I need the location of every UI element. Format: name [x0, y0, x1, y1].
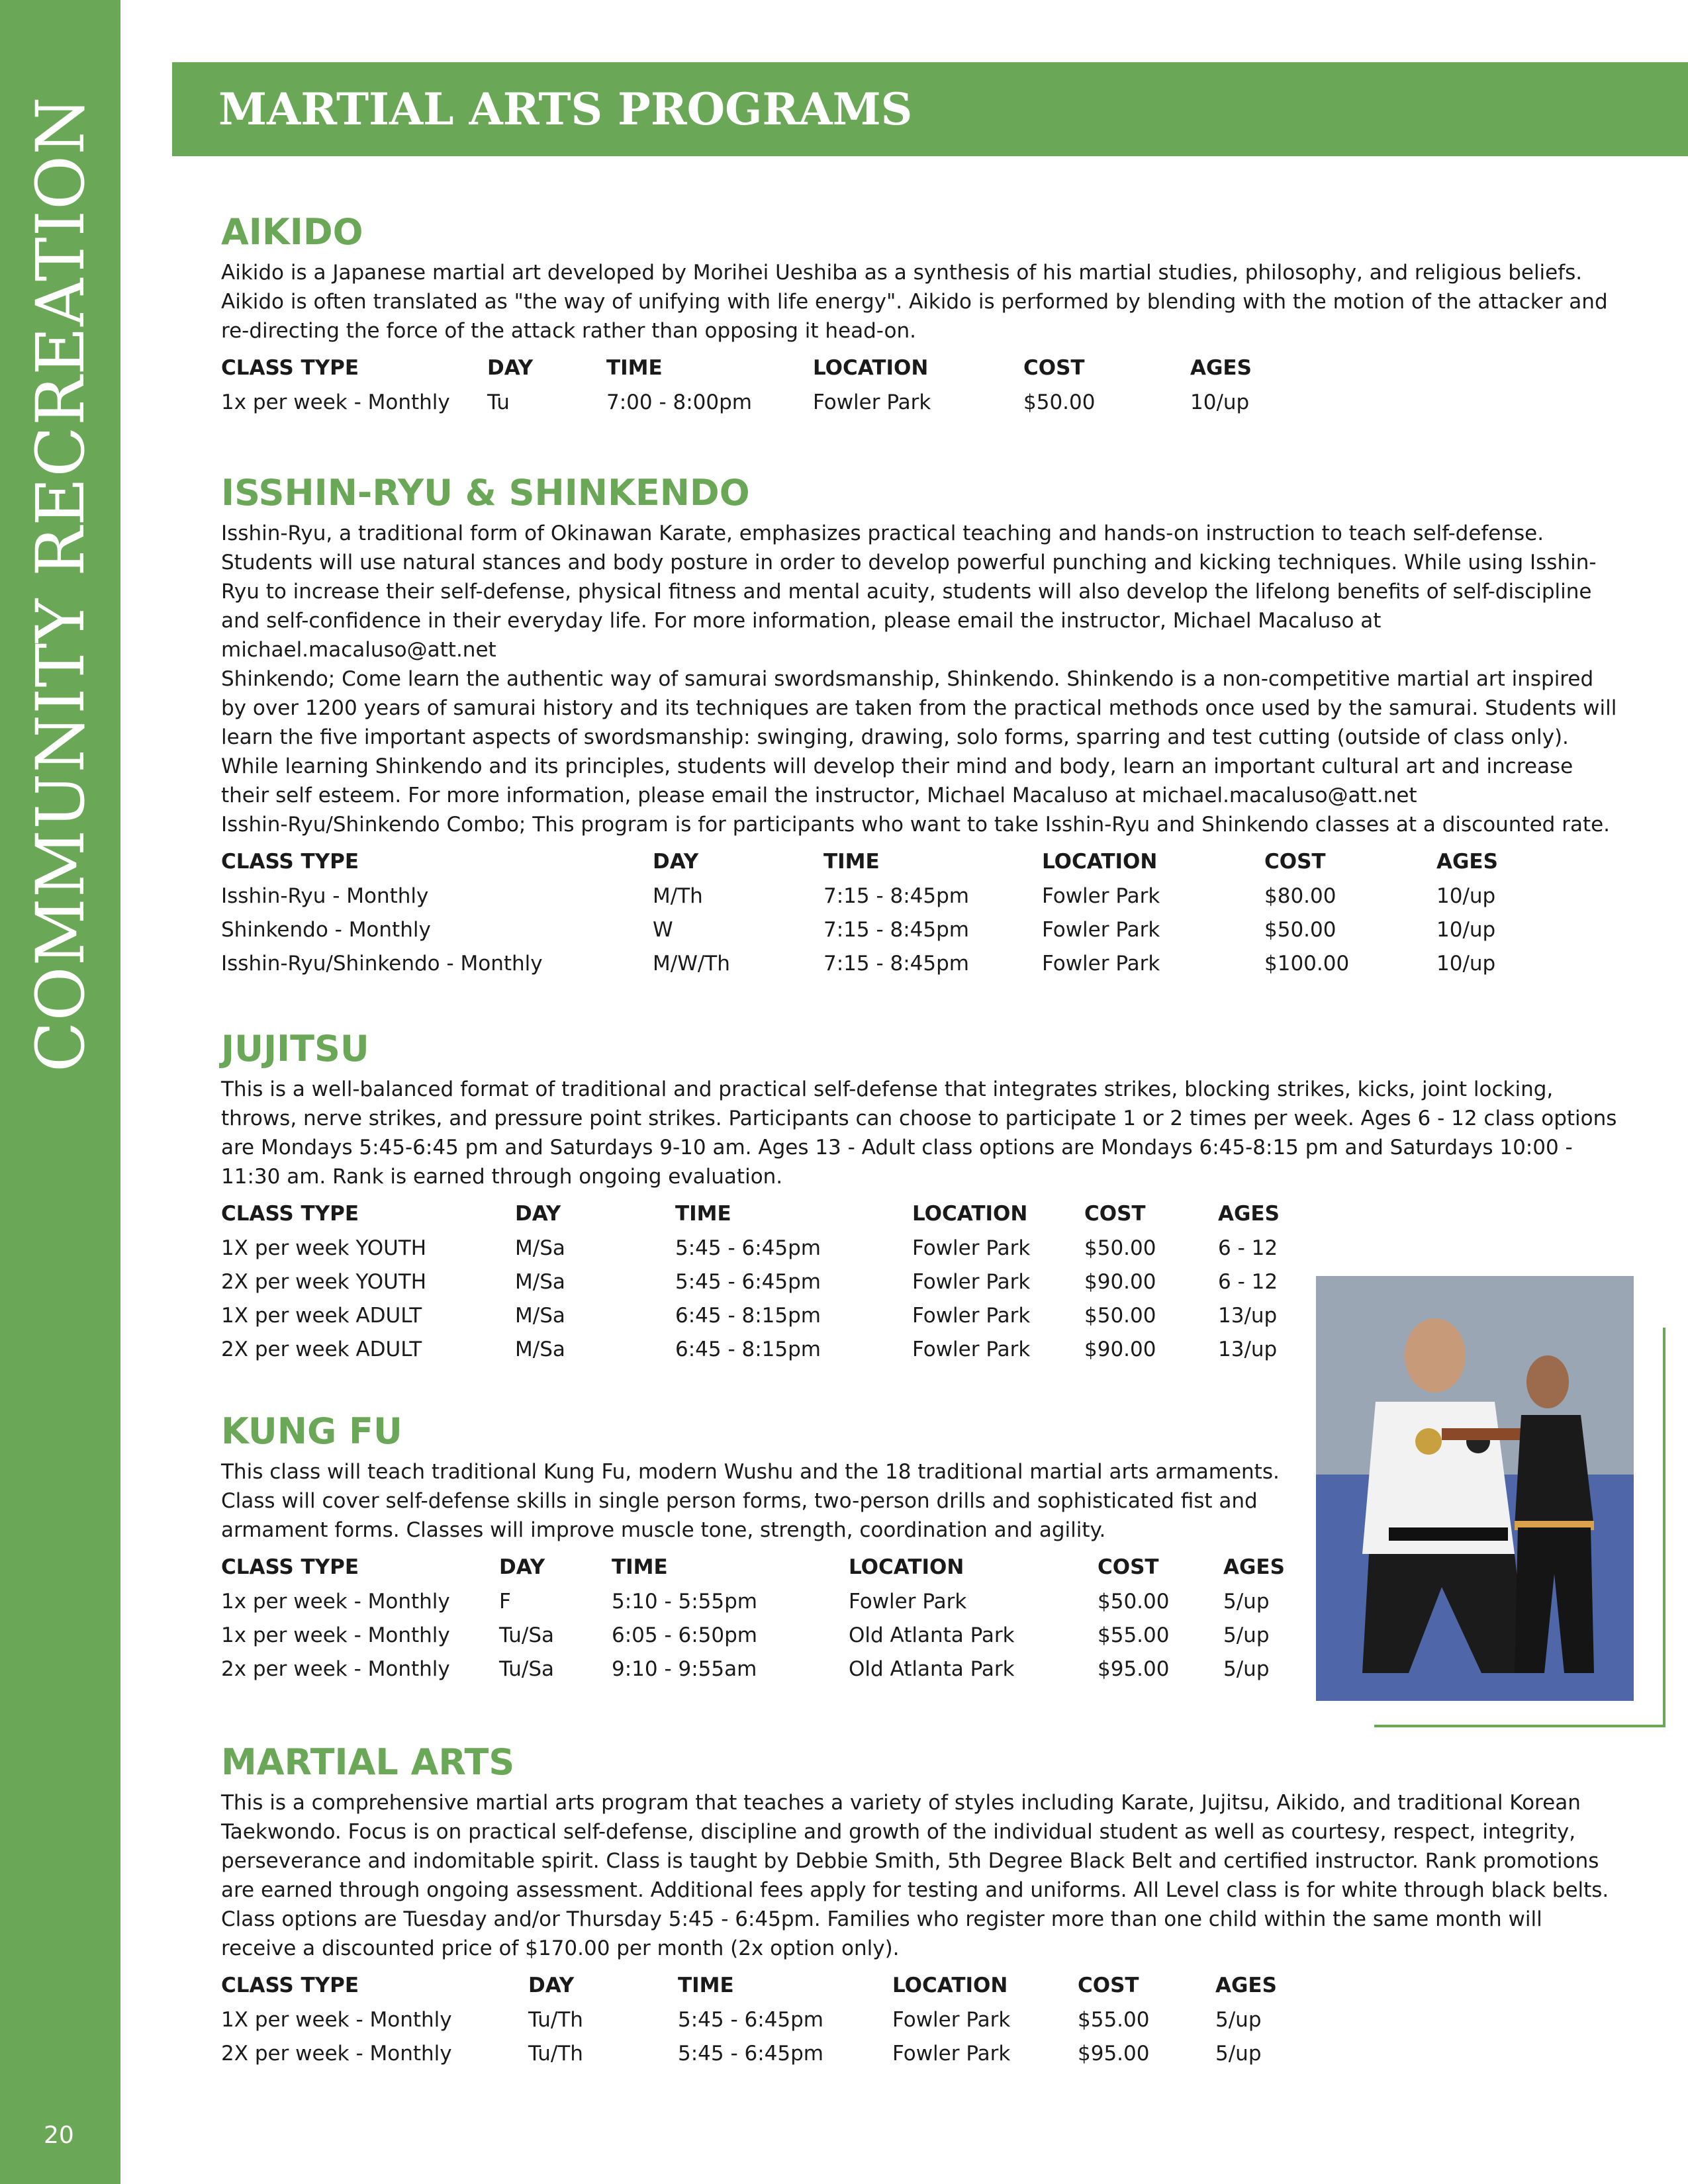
section-description: This is a comprehensive martial arts program that teaches a variety of styles including Karate, Jujitsu, Aikido, and traditional Korean Taekwondo. Focus is on practical self-defense, discipline and growth of the individual student as well as courtesy, respect, integrity, perseverance and indomitable spirit. Class is taught by Debbie Smith, 5th Degree Black Belt and certified instructor. Rank promotions are earned through ongoing assessment. Additional fees apply for testing and uniforms. All Level class is for white through black belts. Class options are Tuesday and/or Thursday 5:45 - 6:45pm. Families who register more than one child within the same month will receive a discounted price of $170.00 per month (2x option only). [221, 1791, 1609, 1960]
cell-cost: $50.00 [1023, 390, 1096, 414]
description-shinkendo: Shinkendo; Come learn the authentic way of samurai swordsmanship, Shinkendo. Shinkendo is a non-competitive martial art inspired by over 1200 years of samurai history and its techniques are taken from the practical methods once used by the samurai. Students will learn the five important aspects of swordsmanship: swinging, drawing, solo forms, sparring and test cutting (outside of class only). While learning Shinkendo and its principles, students will develop their mind and body, learn an important cultural art and increase their self esteem. For more information, please email the instructor, Michael Macaluso at michael.macaluso@att.net [221, 667, 1617, 807]
sidebar-title: COMMUNITY RECREATION [22, 96, 99, 1072]
header-cost: COST [1084, 1202, 1146, 1226]
cell-day: F [499, 1589, 511, 1614]
cell-cost: $50.00 [1098, 1589, 1170, 1614]
cell-time: 5:45 - 6:45pm [675, 1236, 821, 1260]
section-description: This is a well-balanced format of traditional and practical self-defense that integrates strikes, blocking strikes, kicks, joint locking, throws, nerve strikes, and pressure point strikes. Participants can choose to participate 1 or 2 times per week. Ages 6 - 12 class options are Mondays 5:45-6:45 pm and Saturdays 9-10 am. Ages 13 - Adult class options are Mondays 6:45-8:15 pm and Saturdays 10:00 - 11:30 am. Rank is earned through ongoing evaluation. [221, 1077, 1617, 1189]
cell-day: M/Th [653, 884, 703, 908]
table-header-row [221, 1197, 1311, 1231]
cell-cost: $90.00 [1084, 1337, 1156, 1361]
table-header-row [221, 1550, 1316, 1584]
header-ages: AGES [1223, 1555, 1285, 1579]
cell-time: 6:05 - 6:50pm [612, 1623, 757, 1647]
header-time: TIME [606, 356, 663, 380]
cell-time: 7:15 - 8:45pm [823, 884, 969, 908]
table-row [221, 2003, 1308, 2036]
cell-ages: 5/up [1223, 1623, 1270, 1647]
cell-class-type: 2x per week - Monthly [221, 1657, 450, 1681]
table-row [221, 1584, 1316, 1618]
table-row [221, 1231, 1311, 1265]
table-header-row [221, 844, 1536, 879]
header-day: DAY [499, 1555, 545, 1579]
cell-location: Fowler Park [892, 2041, 1011, 2066]
cell-location: Fowler Park [849, 1589, 967, 1614]
cell-time: 5:45 - 6:45pm [678, 2007, 823, 2032]
header-day: DAY [528, 1974, 575, 1997]
cell-day: M/Sa [515, 1269, 565, 1294]
section-title: ISSHIN-RYU & SHINKENDO [221, 472, 750, 514]
cell-ages: 10/up [1190, 390, 1250, 414]
cell-day: M/Sa [515, 1303, 565, 1328]
header-location: LOCATION [849, 1555, 964, 1579]
header-location: LOCATION [813, 356, 929, 380]
schedule-table [221, 351, 1283, 419]
cell-location: Fowler Park [892, 2007, 1011, 2032]
table-header-row [221, 351, 1283, 385]
cell-time: 9:10 - 9:55am [612, 1657, 757, 1681]
cell-day: M/W/Th [653, 951, 730, 976]
header-ages: AGES [1218, 1202, 1280, 1226]
cell-ages: 10/up [1436, 951, 1496, 976]
page-banner [172, 62, 1688, 156]
table-row [221, 385, 1283, 419]
section-title: AIKIDO [221, 211, 363, 253]
section-title: JUJITSU [221, 1028, 369, 1069]
cell-class-type: 1x per week - Monthly [221, 1623, 450, 1647]
schedule-table [221, 1968, 1308, 2070]
cell-cost: $55.00 [1098, 1623, 1170, 1647]
section-title: KUNG FU [221, 1410, 402, 1452]
header-ages: AGES [1190, 356, 1252, 380]
cell-cost: $95.00 [1098, 1657, 1170, 1681]
cell-cost: $80.00 [1264, 884, 1336, 908]
cell-day: M/Sa [515, 1236, 565, 1260]
cell-ages: 6 - 12 [1218, 1269, 1278, 1294]
cell-cost: $50.00 [1084, 1303, 1156, 1328]
cell-day: Tu/Sa [499, 1623, 554, 1647]
cell-day: Tu/Th [528, 2007, 583, 2032]
cell-location: Fowler Park [1042, 951, 1160, 976]
cell-class-type: Shinkendo - Monthly [221, 917, 431, 942]
cell-class-type: 1x per week - Monthly [221, 1589, 450, 1614]
cell-class-type: 1X per week YOUTH [221, 1236, 427, 1260]
section-isshin-ryu-shinkendo [221, 471, 1618, 980]
header-day: DAY [487, 356, 534, 380]
table-row [221, 1265, 1311, 1298]
cell-ages: 10/up [1436, 884, 1496, 908]
header-class-type: CLASS TYPE [221, 1555, 359, 1579]
cell-location: Fowler Park [912, 1337, 1031, 1361]
cell-ages: 10/up [1436, 917, 1496, 942]
cell-cost: $55.00 [1078, 2007, 1150, 2032]
table-row [221, 1298, 1311, 1332]
cell-day: Tu/Th [528, 2041, 583, 2066]
table-row [221, 2036, 1308, 2070]
cell-time: 6:45 - 8:15pm [675, 1303, 821, 1328]
header-location: LOCATION [892, 1974, 1008, 1997]
cell-time: 5:45 - 6:45pm [678, 2041, 823, 2066]
header-time: TIME [678, 1974, 734, 1997]
cell-time: 7:15 - 8:45pm [823, 951, 969, 976]
section-description: Aikido is a Japanese martial art developed by Morihei Ueshiba as a synthesis of his martial studies, philosophy, and religious beliefs. Aikido is often translated as "the way of unifying with life energy". Aikido is performed by blending with the motion of the attacker and re-directing the force of the attack rather than opposing it head-on. [221, 261, 1608, 343]
cell-ages: 6 - 12 [1218, 1236, 1278, 1260]
cell-ages: 5/up [1215, 2007, 1262, 2032]
table-row [221, 879, 1536, 913]
header-ages: AGES [1436, 850, 1498, 874]
cell-time: 6:45 - 8:15pm [675, 1337, 821, 1361]
cell-location: Fowler Park [1042, 884, 1160, 908]
table-row [221, 1652, 1316, 1686]
header-day: DAY [515, 1202, 561, 1226]
cell-class-type: 2X per week ADULT [221, 1337, 422, 1361]
cell-cost: $50.00 [1264, 917, 1336, 942]
header-time: TIME [612, 1555, 668, 1579]
table-row [221, 913, 1536, 946]
cell-day: Tu/Sa [499, 1657, 554, 1681]
cell-time: 7:00 - 8:00pm [606, 390, 752, 414]
header-class-type: CLASS TYPE [221, 1202, 359, 1226]
table-row [221, 946, 1536, 980]
section-description: This class will teach traditional Kung Fu, modern Wushu and the 18 traditional martial arts armaments. Class will cover self-defense skills in single person forms, two-person drills and sophisticated fist and armament forms. Classes will improve muscle tone, strength, coordination and agility. [221, 1460, 1280, 1542]
cell-location: Fowler Park [912, 1269, 1031, 1294]
description-combo: Isshin-Ryu/Shinkendo Combo; This program is for participants who want to take Isshin-Ryu and Shinkendo classes at a discounted rate. [221, 813, 1611, 837]
cell-day: W [653, 917, 673, 942]
header-ages: AGES [1215, 1974, 1277, 1997]
section-kung-fu [221, 1410, 1316, 1686]
cell-ages: 13/up [1218, 1337, 1278, 1361]
cell-location: Fowler Park [912, 1303, 1031, 1328]
page-number: 20 [44, 2122, 74, 2149]
martial-arts-photo [1316, 1276, 1634, 1701]
table-row [221, 1618, 1316, 1652]
cell-class-type: Isshin-Ryu/Shinkendo - Monthly [221, 951, 543, 976]
header-time: TIME [823, 850, 880, 874]
header-location: LOCATION [1042, 850, 1158, 874]
cell-class-type: Isshin-Ryu - Monthly [221, 884, 429, 908]
header-cost: COST [1098, 1555, 1159, 1579]
header-class-type: CLASS TYPE [221, 1974, 359, 1997]
header-class-type: CLASS TYPE [221, 356, 359, 380]
header-cost: COST [1078, 1974, 1139, 1997]
cell-time: 7:15 - 8:45pm [823, 917, 969, 942]
cell-time: 5:45 - 6:45pm [675, 1269, 821, 1294]
cell-class-type: 1x per week - Monthly [221, 390, 450, 414]
header-class-type: CLASS TYPE [221, 850, 359, 874]
cell-ages: 5/up [1223, 1657, 1270, 1681]
header-day: DAY [653, 850, 699, 874]
cell-cost: $90.00 [1084, 1269, 1156, 1294]
section-aikido [221, 210, 1618, 419]
sidebar [0, 0, 120, 2184]
header-location: LOCATION [912, 1202, 1028, 1226]
cell-location: Fowler Park [912, 1236, 1031, 1260]
cell-cost: $100.00 [1264, 951, 1350, 976]
header-cost: COST [1264, 850, 1326, 874]
cell-location: Fowler Park [813, 390, 931, 414]
cell-cost: $95.00 [1078, 2041, 1150, 2066]
cell-class-type: 2X per week - Monthly [221, 2041, 452, 2066]
header-cost: COST [1023, 356, 1085, 380]
cell-class-type: 1X per week - Monthly [221, 2007, 452, 2032]
cell-day: M/Sa [515, 1337, 565, 1361]
section-title: MARTIAL ARTS [221, 1741, 515, 1783]
cell-ages: 5/up [1223, 1589, 1270, 1614]
schedule-table [221, 1550, 1316, 1686]
section-martial-arts [221, 1741, 1618, 2070]
cell-ages: 5/up [1215, 2041, 1262, 2066]
photo-illustration [1316, 1276, 1634, 1701]
cell-cost: $50.00 [1084, 1236, 1156, 1260]
cell-class-type: 2X per week YOUTH [221, 1269, 427, 1294]
cell-class-type: 1X per week ADULT [221, 1303, 422, 1328]
schedule-table [221, 1197, 1311, 1366]
cell-time: 5:10 - 5:55pm [612, 1589, 757, 1614]
cell-location: Old Atlanta Park [849, 1623, 1015, 1647]
schedule-table [221, 844, 1536, 980]
cell-ages: 13/up [1218, 1303, 1278, 1328]
page-title: MARTIAL ARTS PROGRAMS [218, 83, 913, 135]
table-row [221, 1332, 1311, 1366]
description-isshin-ryu: Isshin-Ryu, a traditional form of Okinawan Karate, emphasizes practical teaching and hands-on instruction to teach self-defense. Students will use natural stances and body posture in order to develop powerful punching and kicking techniques. While using Isshin-Ryu to increase their self-defense, physical fitness and mental acuity, students will also develop the lifelong benefits of self-discipline and self-confidence in their everyday life. For more information, please email the instructor, Michael Macaluso at michael.macaluso@att.net [221, 522, 1597, 662]
cell-location: Fowler Park [1042, 917, 1160, 942]
table-header-row [221, 1968, 1308, 2003]
header-time: TIME [675, 1202, 731, 1226]
section-description [221, 519, 1618, 839]
cell-day: Tu [487, 390, 510, 414]
cell-location: Old Atlanta Park [849, 1657, 1015, 1681]
